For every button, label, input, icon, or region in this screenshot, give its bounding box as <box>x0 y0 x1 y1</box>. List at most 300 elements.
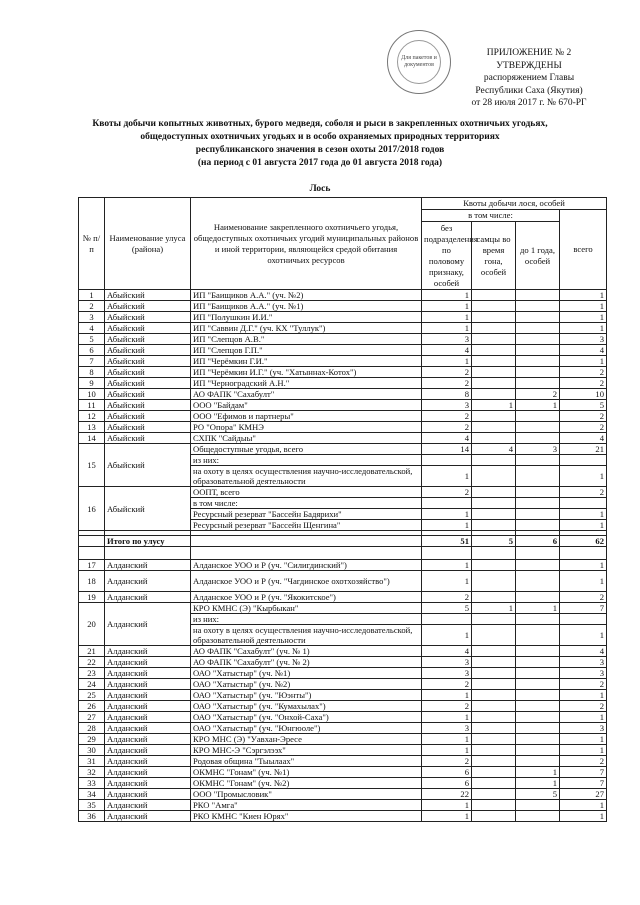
row-col-total: 1 <box>560 312 607 323</box>
header-col-unsexed: без подразделения по половому признаку, особей <box>422 222 472 290</box>
header-num: № п/п <box>79 198 105 290</box>
header-ulus: Наименование улуса (района) <box>105 198 191 290</box>
row-ulus: Абыйский <box>105 433 191 444</box>
table-row <box>79 811 607 822</box>
table-row-total <box>79 536 607 547</box>
table-row <box>79 367 607 378</box>
row-territory: Алданское УОО и Р (уч. "Чагдинское охотхозяйство") <box>191 571 422 592</box>
table-body-abyisky <box>79 290 607 444</box>
table-row <box>79 734 607 745</box>
row-territory: Родовая община "Тыылаах" <box>191 756 422 767</box>
row-col-unsexed: 1 <box>422 811 472 822</box>
row-ulus: Алданский <box>105 756 191 767</box>
row-col-unsexed: 3 <box>422 334 472 345</box>
row-territory: ОАО "Хатыстыр" (уч. "Кумахылах") <box>191 701 422 712</box>
row-col-males <box>472 668 516 679</box>
row-col-total: 7 <box>560 767 607 778</box>
row-col-unsexed: 1 <box>422 323 472 334</box>
row-col-total: 1 <box>560 301 607 312</box>
table-body-group-20 <box>79 603 607 646</box>
row-territory: АО ФАПК "Сахабулт" (уч. № 2) <box>191 657 422 668</box>
row-col-males <box>472 690 516 701</box>
row-col-young: 1 <box>516 603 560 614</box>
row-territory: АО ФАПК "Сахабулт" (уч. № 1) <box>191 646 422 657</box>
row-number: 33 <box>79 778 105 789</box>
row-territory: СХПК "Сайдыы" <box>191 433 422 444</box>
table-body-row-18 <box>79 571 607 592</box>
row-col-unsexed: 1 <box>422 734 472 745</box>
stamp-text: Для пакетов и документов <box>401 55 437 68</box>
row-territory: ООО "Байдам" <box>191 400 422 411</box>
row-col-young <box>516 734 560 745</box>
row-col-total: 4 <box>560 646 607 657</box>
row-col-total: 1 <box>560 571 607 592</box>
row-col-young <box>516 312 560 323</box>
row-number: 24 <box>79 679 105 690</box>
row-col-unsexed: 1 <box>422 290 472 301</box>
row-col-males <box>472 334 516 345</box>
row-col-young <box>516 745 560 756</box>
approval-line: распоряжением Главы <box>483 73 575 83</box>
row-col-males <box>472 756 516 767</box>
row-number: 3 <box>79 312 105 323</box>
row-col-young <box>516 367 560 378</box>
row-col-total: 2 <box>560 487 607 498</box>
row-territory: в том числе: <box>191 498 422 509</box>
approval-date: от 28 июля 2017 г. № 670-РГ <box>471 98 587 108</box>
table-row <box>79 789 607 800</box>
table-row <box>79 668 607 679</box>
row-col-total: 1 <box>560 520 607 531</box>
row-col-total: 1 <box>560 734 607 745</box>
row-number: 36 <box>79 811 105 822</box>
approved-label: УТВЕРЖДЕНЫ <box>496 60 562 71</box>
row-col-males <box>472 592 516 603</box>
row-col-unsexed: 4 <box>422 433 472 444</box>
row-col-unsexed: 4 <box>422 345 472 356</box>
row-col-total: 27 <box>560 789 607 800</box>
row-territory: ИП "Баищиков А.А." (уч. №2) <box>191 290 422 301</box>
row-col-unsexed: 1 <box>422 520 472 531</box>
row-territory: АО ФАПК "Сахабулт" <box>191 389 422 400</box>
row-ulus: Абыйский <box>105 422 191 433</box>
row-territory: ОКМНС "Гонам" (уч. №2) <box>191 778 422 789</box>
row-col-males <box>472 433 516 444</box>
row-col-total: 10 <box>560 389 607 400</box>
row-ulus: Алданский <box>105 657 191 668</box>
row-ulus: Алданский <box>105 734 191 745</box>
table-row <box>79 389 607 400</box>
row-col-young: 2 <box>516 389 560 400</box>
table-body-total <box>79 531 607 560</box>
table-row <box>79 679 607 690</box>
row-number: 34 <box>79 789 105 800</box>
row-number: 27 <box>79 712 105 723</box>
table-row <box>79 690 607 701</box>
row-territory: ОАО "Хатыстыр" (уч. "Онхой-Саха") <box>191 712 422 723</box>
row-col-young <box>516 712 560 723</box>
row-territory: РКО КМНС "Киен Юрях" <box>191 811 422 822</box>
row-col-young <box>516 560 560 571</box>
row-ulus: Алданский <box>105 603 191 646</box>
row-col-unsexed: 3 <box>422 400 472 411</box>
row-col-unsexed: 2 <box>422 592 472 603</box>
row-number: 13 <box>79 422 105 433</box>
row-col-males: 4 <box>472 444 516 455</box>
row-col-males <box>472 345 516 356</box>
row-col-unsexed: 1 <box>422 356 472 367</box>
row-col-young <box>516 378 560 389</box>
table-row <box>79 290 607 301</box>
row-number: 26 <box>79 701 105 712</box>
row-col-unsexed: 8 <box>422 389 472 400</box>
row-number: 18 <box>79 571 105 592</box>
row-territory: ООПТ, всего <box>191 487 422 498</box>
row-col-unsexed: 4 <box>422 646 472 657</box>
row-ulus: Алданский <box>105 646 191 657</box>
row-number: 16 <box>79 487 105 531</box>
row-col-young <box>516 571 560 592</box>
row-col-males <box>472 811 516 822</box>
table-row <box>79 301 607 312</box>
table-body-aldansky-1 <box>79 560 607 571</box>
row-col-total: 1 <box>560 811 607 822</box>
row-col-total: 2 <box>560 679 607 690</box>
table-row <box>79 411 607 422</box>
table-row <box>79 433 607 444</box>
header-incl: в том числе: <box>422 210 560 222</box>
row-col-young <box>516 433 560 444</box>
table-row <box>79 571 607 592</box>
row-ulus: Абыйский <box>105 411 191 422</box>
row-col-young <box>516 668 560 679</box>
row-col-males <box>472 800 516 811</box>
row-col-young <box>516 679 560 690</box>
row-number: 12 <box>79 411 105 422</box>
row-territory: КРО КМНС (Э) "Кырбыкан" <box>191 603 422 614</box>
row-territory: ИП "Слепцов Г.П." <box>191 345 422 356</box>
row-territory: Алданское УОО и Р (уч. "Силигдинский") <box>191 560 422 571</box>
row-number: 2 <box>79 301 105 312</box>
row-col-males <box>472 723 516 734</box>
row-col-young <box>516 646 560 657</box>
row-number: 35 <box>79 800 105 811</box>
table-row <box>79 592 607 603</box>
table-row <box>79 767 607 778</box>
row-number: 8 <box>79 367 105 378</box>
row-col-males <box>472 767 516 778</box>
row-col-young: 1 <box>516 778 560 789</box>
total-label: Итого по улусу <box>105 536 191 547</box>
row-col-males <box>472 701 516 712</box>
table-body-group-16 <box>79 487 607 531</box>
row-ulus: Алданский <box>105 745 191 756</box>
row-ulus: Абыйский <box>105 301 191 312</box>
row-territory: Ресурсный резерват "Бассейн Бадярихи" <box>191 509 422 520</box>
header-col-young: до 1 года, особей <box>516 222 560 290</box>
row-col-males <box>472 679 516 690</box>
row-col-young <box>516 411 560 422</box>
row-col-unsexed: 6 <box>422 778 472 789</box>
row-col-total: 21 <box>560 444 607 455</box>
row-col-unsexed: 2 <box>422 701 472 712</box>
row-number: 25 <box>79 690 105 701</box>
row-ulus: Алданский <box>105 712 191 723</box>
row-territory: ОАО "Хатыстыр" (уч. №2) <box>191 679 422 690</box>
row-ulus: Алданский <box>105 789 191 800</box>
row-col-unsexed: 6 <box>422 767 472 778</box>
row-col-males <box>472 778 516 789</box>
header-territory: Наименование закрепленного охотничьего угодья, общедоступных охотничьих угодий муниципальных районов и иной территории, являющейся средой обитания охотничьих ресурсов <box>191 198 422 290</box>
row-territory: ОАО "Хатыстыр" (уч. "Юэнты") <box>191 690 422 701</box>
row-number: 23 <box>79 668 105 679</box>
row-col-unsexed: 1 <box>422 560 472 571</box>
row-col-males <box>472 356 516 367</box>
row-col-young: 1 <box>516 767 560 778</box>
row-col-young <box>516 657 560 668</box>
row-col-unsexed: 22 <box>422 789 472 800</box>
row-ulus: Абыйский <box>105 334 191 345</box>
row-col-unsexed: 1 <box>422 509 472 520</box>
table-row <box>79 334 607 345</box>
row-ulus: Абыйский <box>105 345 191 356</box>
row-col-total: 1 <box>560 800 607 811</box>
row-col-unsexed: 1 <box>422 466 472 487</box>
row-col-males <box>472 312 516 323</box>
total-col-males: 5 <box>472 536 516 547</box>
row-ulus: Абыйский <box>105 389 191 400</box>
species-heading: Лось <box>309 184 331 194</box>
row-col-males <box>472 367 516 378</box>
row-col-unsexed: 2 <box>422 487 472 498</box>
row-col-unsexed: 1 <box>422 625 472 646</box>
row-col-unsexed: 14 <box>422 444 472 455</box>
row-number: 7 <box>79 356 105 367</box>
row-territory: Общедоступные угодья, всего <box>191 444 422 455</box>
row-col-total: 1 <box>560 290 607 301</box>
title-line: общедоступных охотничьих угодьях и в особо охраняемых природных территориях <box>140 132 500 142</box>
row-number: 32 <box>79 767 105 778</box>
row-number: 19 <box>79 592 105 603</box>
table-body-aldansky-2 <box>79 592 607 603</box>
row-territory: ИП "Баищиков А.А." (уч. №1) <box>191 301 422 312</box>
row-col-young <box>516 723 560 734</box>
table-row <box>79 422 607 433</box>
row-ulus: Абыйский <box>105 290 191 301</box>
row-col-unsexed: 3 <box>422 657 472 668</box>
row-col-total: 2 <box>560 422 607 433</box>
table-row <box>79 560 607 571</box>
table-row <box>79 345 607 356</box>
row-col-total: 1 <box>560 745 607 756</box>
row-col-males <box>472 301 516 312</box>
row-number: 4 <box>79 323 105 334</box>
row-col-total: 3 <box>560 657 607 668</box>
row-col-young <box>516 334 560 345</box>
header-quota: Квоты добычи лося, особей <box>422 198 607 210</box>
row-territory: из них: <box>191 614 422 625</box>
row-col-total: 2 <box>560 701 607 712</box>
approval-block <box>454 47 604 110</box>
row-col-total: 5 <box>560 400 607 411</box>
row-territory: Ресурсный резерват "Бассейн Щенгина" <box>191 520 422 531</box>
table-row <box>79 800 607 811</box>
table-row <box>79 745 607 756</box>
row-col-unsexed: 1 <box>422 571 472 592</box>
row-col-young <box>516 356 560 367</box>
table-spacer-row <box>79 547 607 560</box>
row-ulus: Абыйский <box>105 487 191 531</box>
row-territory: на охоту в целях осуществления научно-исследовательской, образовательной деятельности <box>191 625 422 646</box>
table-row <box>79 657 607 668</box>
header-total: всего <box>560 210 607 290</box>
row-territory: КРО МНС (Э) "Уавхан-Эресе <box>191 734 422 745</box>
table-row <box>79 756 607 767</box>
row-number: 10 <box>79 389 105 400</box>
row-ulus: Абыйский <box>105 312 191 323</box>
row-territory: ИП "Черноградский А.Н." <box>191 378 422 389</box>
row-territory: РКО "Амга" <box>191 800 422 811</box>
table-row <box>79 646 607 657</box>
row-col-total: 2 <box>560 592 607 603</box>
row-col-young <box>516 701 560 712</box>
row-territory: из них: <box>191 455 422 466</box>
table-row <box>79 356 607 367</box>
row-territory: КРО МНС-Э "Сэргэлээх" <box>191 745 422 756</box>
row-col-total: 1 <box>560 625 607 646</box>
row-number: 28 <box>79 723 105 734</box>
row-ulus: Алданский <box>105 571 191 592</box>
row-number: 9 <box>79 378 105 389</box>
table-body-group-15 <box>79 444 607 487</box>
row-number: 21 <box>79 646 105 657</box>
row-col-young <box>516 290 560 301</box>
approval-line: Республики Саха (Якутия) <box>475 85 583 96</box>
row-col-young <box>516 756 560 767</box>
title-line: Квоты добычи копытных животных, бурого медведя, соболя и рыси в закрепленных охотничьих угодьях, <box>92 119 548 129</box>
row-col-unsexed: 2 <box>422 756 472 767</box>
row-col-unsexed: 3 <box>422 723 472 734</box>
row-number: 1 <box>79 290 105 301</box>
row-col-total: 1 <box>560 323 607 334</box>
quota-table <box>78 197 607 822</box>
table-row <box>79 323 607 334</box>
row-ulus: Алданский <box>105 560 191 571</box>
row-col-unsexed: 1 <box>422 712 472 723</box>
row-territory: ОКМНС "Гонам" (уч. №1) <box>191 767 422 778</box>
row-col-young <box>516 345 560 356</box>
total-col-young: 6 <box>516 536 560 547</box>
row-col-total: 3 <box>560 668 607 679</box>
row-territory: ИП "Слепцов А.В." <box>191 334 422 345</box>
row-ulus: Абыйский <box>105 367 191 378</box>
row-col-males <box>472 378 516 389</box>
row-col-young <box>516 301 560 312</box>
row-territory: ОАО "Хатыстыр" (уч. №1) <box>191 668 422 679</box>
row-col-males: 1 <box>472 400 516 411</box>
row-col-total: 1 <box>560 356 607 367</box>
row-ulus: Алданский <box>105 767 191 778</box>
appendix-label: ПРИЛОЖЕНИЕ № 2 <box>486 48 572 58</box>
row-ulus: Алданский <box>105 679 191 690</box>
row-col-males <box>472 789 516 800</box>
row-ulus: Алданский <box>105 690 191 701</box>
row-col-young <box>516 811 560 822</box>
row-col-total: 1 <box>560 690 607 701</box>
row-col-total: 4 <box>560 345 607 356</box>
row-col-males <box>472 422 516 433</box>
row-territory: на охоту в целях осуществления научно-исследовательской, образовательной деятельности <box>191 466 422 487</box>
row-number: 31 <box>79 756 105 767</box>
row-col-total: 7 <box>560 603 607 614</box>
row-ulus: Абыйский <box>105 323 191 334</box>
row-ulus: Абыйский <box>105 400 191 411</box>
row-col-males <box>472 712 516 723</box>
row-col-males <box>472 646 516 657</box>
row-col-young <box>516 422 560 433</box>
total-col-total: 62 <box>560 536 607 547</box>
row-col-unsexed: 5 <box>422 603 472 614</box>
table-row <box>79 603 607 614</box>
row-ulus: Абыйский <box>105 444 191 487</box>
row-col-total: 1 <box>560 466 607 487</box>
row-col-young <box>516 800 560 811</box>
row-col-total: 7 <box>560 778 607 789</box>
row-number: 11 <box>79 400 105 411</box>
row-col-unsexed: 2 <box>422 378 472 389</box>
row-number: 15 <box>79 444 105 487</box>
row-col-unsexed: 2 <box>422 367 472 378</box>
row-territory: ИП "Черёмкин Г.И." <box>191 356 422 367</box>
official-stamp <box>387 30 451 94</box>
row-col-males <box>472 734 516 745</box>
row-col-total: 1 <box>560 712 607 723</box>
table-row <box>79 778 607 789</box>
row-col-unsexed: 1 <box>422 301 472 312</box>
row-col-young <box>516 690 560 701</box>
title-line: (на период с 01 августа 2017 года до 01 августа 2018 года) <box>197 158 443 168</box>
row-col-young <box>516 592 560 603</box>
title-line: республиканского значения в сезон охоты 2017/2018 годов <box>195 145 445 155</box>
document-title <box>60 118 580 170</box>
row-col-unsexed: 1 <box>422 690 472 701</box>
row-ulus: Алданский <box>105 592 191 603</box>
row-col-males <box>472 323 516 334</box>
row-number: 6 <box>79 345 105 356</box>
row-col-males <box>472 657 516 668</box>
row-col-young: 5 <box>516 789 560 800</box>
row-col-total: 2 <box>560 756 607 767</box>
row-col-total: 2 <box>560 378 607 389</box>
row-col-unsexed: 1 <box>422 800 472 811</box>
row-territory: ООО "Промысловик" <box>191 789 422 800</box>
row-col-total: 2 <box>560 367 607 378</box>
header-col-males: самцы во время гона, особей <box>472 222 516 290</box>
row-territory: ИП "Черёмкин И.Г." (уч. "Хатыннах-Котох") <box>191 367 422 378</box>
table-row <box>79 701 607 712</box>
row-territory: Алданское УОО и Р (уч. "Якокитское") <box>191 592 422 603</box>
row-territory: ИП "Полушкин И.И." <box>191 312 422 323</box>
row-col-males <box>472 571 516 592</box>
row-col-males <box>472 389 516 400</box>
row-territory: ООО "Ефимов и партнеры" <box>191 411 422 422</box>
row-col-males: 1 <box>472 603 516 614</box>
row-ulus: Алданский <box>105 723 191 734</box>
row-col-unsexed: 2 <box>422 411 472 422</box>
total-col-unsexed: 51 <box>422 536 472 547</box>
row-col-males <box>472 745 516 756</box>
row-territory: РО "Опора" КМНЭ <box>191 422 422 433</box>
